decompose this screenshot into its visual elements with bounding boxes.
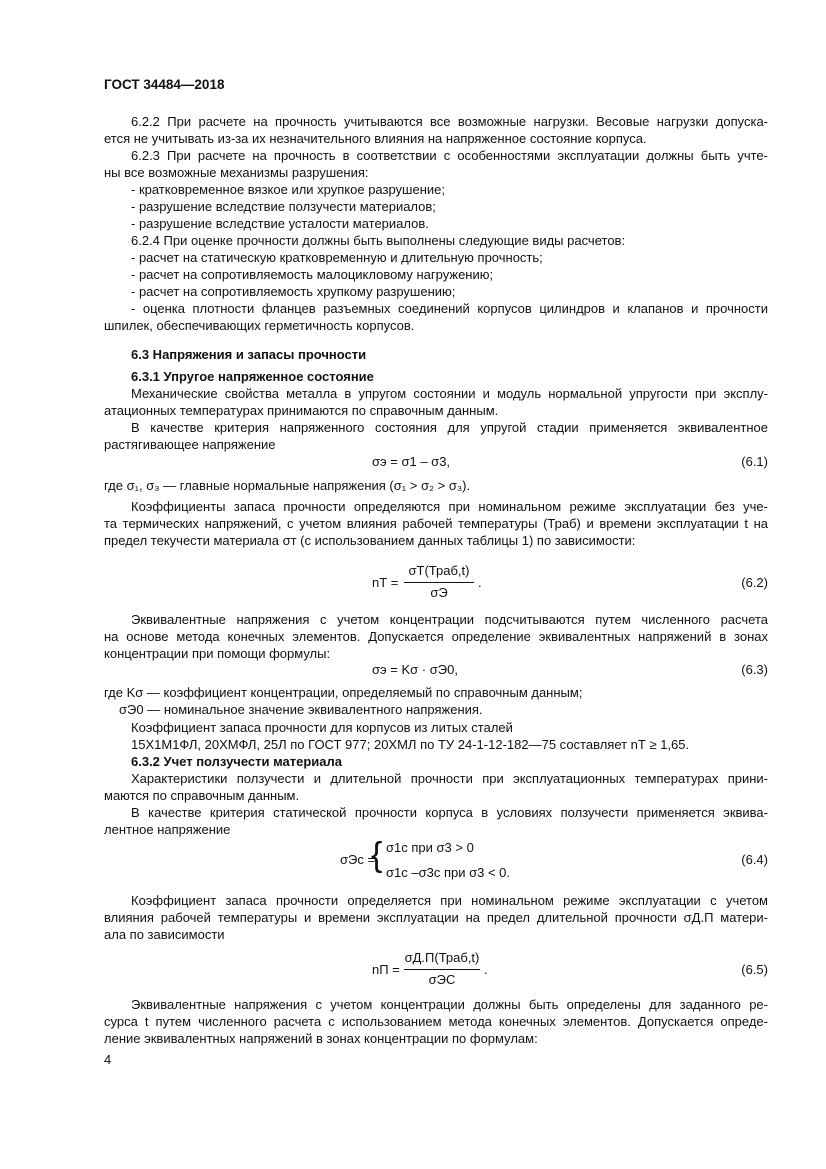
fraction-bar: [404, 969, 480, 970]
equation-6-2-lhs: nТ =: [372, 575, 399, 590]
equation-6-5-denominator: σЭC: [428, 972, 456, 987]
paragraph-line: атационных температурах принимаются по справочным данным.: [104, 403, 499, 418]
list-item: - разрушение вследствие усталости материалов.: [131, 216, 429, 231]
paragraph-line: 6.2.3 При расчете на прочность в соответствии с особенностями эксплуатации должны быть учте-: [131, 148, 768, 163]
paragraph-line: Коэффициент запаса прочности определяется при номинальном режиме эксплуатации с учетом: [131, 893, 768, 908]
section-heading: 6.3 Напряжения и запасы прочности: [131, 347, 367, 362]
paragraph-line: Коэффициент запаса прочности для корпусов из литых сталей: [131, 720, 513, 735]
paragraph-line: лентное напряжение: [104, 822, 231, 837]
equation-6-4-case-2: σ1c –σ3c при σ3 < 0.: [386, 865, 511, 880]
equation-6-1: σэ = σ1 – σ3,: [372, 454, 451, 469]
paragraph-line: Коэффициенты запаса прочности определяются при номинальном режиме эксплуатации без уче-: [131, 499, 768, 514]
paragraph-line: предел текучести материала σт (с использованием данных таблицы 1) по зависимости:: [104, 533, 636, 548]
list-item: - расчет на сопротивляемость хрупкому разрушению;: [131, 284, 456, 299]
paragraph-line: Механические свойства металла в упругом состоянии и модуль нормальной упругости при эксплу-: [131, 386, 768, 401]
equation-6-2-denominator: σЭ: [430, 585, 448, 600]
equation-number: (6.5): [741, 962, 768, 977]
paragraph-line: ала по зависимости: [104, 927, 225, 942]
list-item: - расчет на сопротивляемость малоцикловому нагружению;: [131, 267, 494, 282]
paragraph-line: 6.2.2 При расчете на прочность учитываются все возможные нагрузки. Весовые нагрузки допуска-: [131, 114, 768, 129]
paragraph-line: растягивающее напряжение: [104, 437, 276, 452]
paragraph-line: 15Х1М1ФЛ, 20ХМФЛ, 25Л по ГОСТ 977; 20ХМЛ по ТУ 24-1-12-182—75 составляет nТ ≥ 1,65.: [131, 737, 690, 752]
paragraph-line: 6.2.4 При оценке прочности должны быть выполнены следующие виды расчетов:: [131, 233, 626, 248]
paragraph-line: влияния рабочей температуры и времени эксплуатации на предел длительной прочности σД.П матери-: [104, 910, 768, 925]
paragraph-line: ны все возможные механизмы разрушения:: [104, 165, 369, 180]
list-item: - кратковременное вязкое или хрупкое разрушение;: [131, 182, 445, 197]
equation-6-4-case-1: σ1c при σ3 > 0: [386, 840, 474, 855]
list-item: - расчет на статическую кратковременную и длительную прочность;: [131, 250, 543, 265]
paragraph-line: В качестве критерия напряженного состояния для упругой стадии применяется эквивалентное: [131, 420, 768, 435]
paragraph-line: концентрации при помощи формулы:: [104, 646, 331, 661]
equation-number: (6.4): [741, 852, 768, 867]
paragraph-line: где σ₁, σ₃ — главные нормальные напряжения (σ₁ > σ₂ > σ₃).: [104, 478, 471, 493]
brace-icon: {: [371, 836, 383, 874]
paragraph-line: ется не учитывать из-за их незначительного влияния на напряженное состояние корпуса.: [104, 131, 647, 146]
equation-6-3: σэ = Kσ · σЭ0,: [372, 662, 458, 677]
equation-6-4-lhs: σЭc =: [340, 852, 376, 867]
paragraph-line: В качестве критерия статической прочности корпуса в условиях ползучести применяется эквива-: [131, 805, 768, 820]
paragraph-line: где Kσ — коэффициент концентрации, определяемый по справочным данным;: [104, 685, 583, 700]
paragraph-line: σЭ0 — номинальное значение эквивалентного напряжения.: [119, 702, 483, 717]
paragraph-line: сурса t путем численного расчета с использованием метода конечных элементов. Допускается опреде-: [104, 1014, 768, 1029]
document-header: ГОСТ 34484—2018: [104, 77, 225, 92]
equation-6-5-lhs: nП =: [372, 962, 400, 977]
paragraph-line: на основе метода конечных элементов. Допускается определение эквивалентных напряжений в зонах: [104, 629, 768, 644]
equation-number: (6.2): [741, 575, 768, 590]
list-item: - оценка плотности фланцев разъемных соединений корпусов цилиндров и клапанов и прочности: [131, 301, 768, 316]
paragraph-line: ление эквивалентных напряжений в зонах концентрации по формулам:: [104, 1031, 538, 1046]
page-number: 4: [104, 1052, 112, 1067]
list-item: - разрушение вследствие ползучести материалов;: [131, 199, 436, 214]
paragraph-line: шпилек, обеспечивающих герметичность корпусов.: [104, 318, 415, 333]
paragraph-line: маются по справочным данным.: [104, 788, 300, 803]
paragraph-line: та термических напряжений, с учетом влияния рабочей температуры (Траб) и времени эксплуатации t на: [104, 516, 768, 531]
paragraph-line: Эквивалентные напряжения с учетом концентрации подсчитываются путем численного расчета: [131, 612, 768, 627]
equation-number: (6.1): [741, 454, 768, 469]
equation-6-2-tail: .: [478, 575, 482, 590]
paragraph-line: Эквивалентные напряжения с учетом концентрации должны быть определены для заданного ре-: [131, 997, 768, 1012]
paragraph-line: Характеристики ползучести и длительной прочности при эксплуатационных температурах прини-: [131, 771, 768, 786]
equation-6-5-tail: .: [484, 962, 488, 977]
equation-number: (6.3): [741, 662, 768, 677]
equation-6-2-numerator: σТ(Траб,t): [408, 563, 470, 578]
equation-6-5-numerator: σД.П(Траб,t): [404, 950, 480, 965]
fraction-bar: [404, 582, 474, 583]
subsection-heading: 6.3.2 Учет ползучести материала: [131, 754, 343, 769]
subsection-heading: 6.3.1 Упругое напряженное состояние: [131, 369, 374, 384]
